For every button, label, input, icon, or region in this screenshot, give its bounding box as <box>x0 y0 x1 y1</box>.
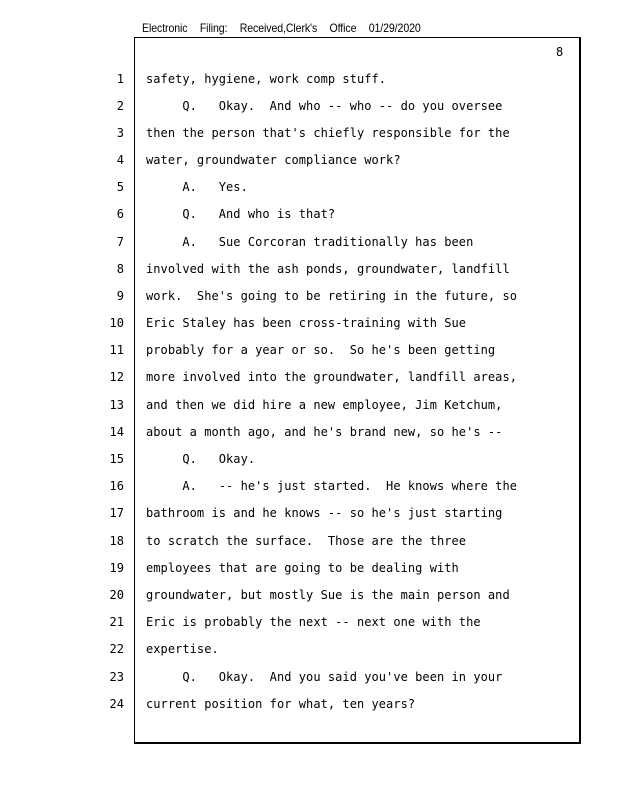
line-text: Eric is probably the next -- next one with the <box>146 615 481 629</box>
line-text: involved with the ash ponds, groundwater, landfill <box>146 262 510 276</box>
line-number: 15 <box>109 452 124 466</box>
line-text: probably for a year or so. So he's been getting <box>146 343 496 357</box>
line-number: 14 <box>109 425 124 439</box>
line-text: Q. Okay. And who -- who -- do you oversee <box>146 99 503 113</box>
line-number: 5 <box>116 180 124 194</box>
header-date: 01/29/2020 <box>368 21 421 35</box>
line-text: Q. And who is that? <box>146 207 336 221</box>
line-number: 6 <box>116 207 124 221</box>
line-text: and then we did hire a new employee, Jim Ketchum, <box>146 398 503 412</box>
line-number: 23 <box>109 670 124 684</box>
line-text: groundwater, but mostly Sue is the main person and <box>146 588 510 602</box>
line-text: work. She's going to be retiring in the future, so <box>146 289 518 303</box>
line-text: safety, hygiene, work comp stuff. <box>146 72 387 86</box>
line-text: then the person that's chiefly responsible for the <box>146 126 510 140</box>
line-text: to scratch the surface. Those are the three <box>146 534 467 548</box>
line-number: 22 <box>109 642 124 656</box>
transcript-page-frame <box>134 37 581 744</box>
line-text: A. -- he's just started. He knows where the <box>146 479 518 493</box>
line-text: Q. Okay. <box>146 452 256 466</box>
line-text: more involved into the groundwater, landfill areas, <box>146 370 518 384</box>
line-number: 16 <box>109 479 124 493</box>
line-text: bathroom is and he knows -- so he's just starting <box>146 506 503 520</box>
line-number: 7 <box>116 235 124 249</box>
line-number: 9 <box>116 289 124 303</box>
line-number: 8 <box>116 262 124 276</box>
line-text: about a month ago, and he's brand new, so he's -- <box>146 425 503 439</box>
line-text: expertise. <box>146 642 219 656</box>
line-number: 18 <box>109 534 124 548</box>
line-number: 2 <box>116 99 124 113</box>
line-number: 17 <box>109 506 124 520</box>
line-text: Q. Okay. And you said you've been in your <box>146 670 503 684</box>
line-text: Eric Staley has been cross-training with Sue <box>146 316 467 330</box>
line-number: 1 <box>116 72 124 86</box>
line-number: 13 <box>109 398 124 412</box>
line-number: 21 <box>109 615 124 629</box>
line-text: current position for what, ten years? <box>146 697 416 711</box>
line-text: A. Yes. <box>146 180 248 194</box>
page-number: 8 <box>556 45 564 59</box>
filing-header <box>142 21 421 35</box>
line-number: 11 <box>109 343 124 357</box>
line-number: 12 <box>109 370 124 384</box>
line-text: water, groundwater compliance work? <box>146 153 401 167</box>
header-electronic: Electronic <box>142 21 188 35</box>
line-number: 4 <box>116 153 124 167</box>
line-number: 24 <box>109 697 124 711</box>
line-number: 20 <box>109 588 124 602</box>
header-filing: Filing: <box>199 21 228 35</box>
line-text: A. Sue Corcoran traditionally has been <box>146 235 474 249</box>
header-office: Office <box>329 21 357 35</box>
line-number: 10 <box>109 316 124 330</box>
header-received: Received,Clerk's <box>239 21 318 35</box>
line-text: employees that are going to be dealing with <box>146 561 459 575</box>
line-number: 19 <box>109 561 124 575</box>
line-number: 3 <box>116 126 124 140</box>
